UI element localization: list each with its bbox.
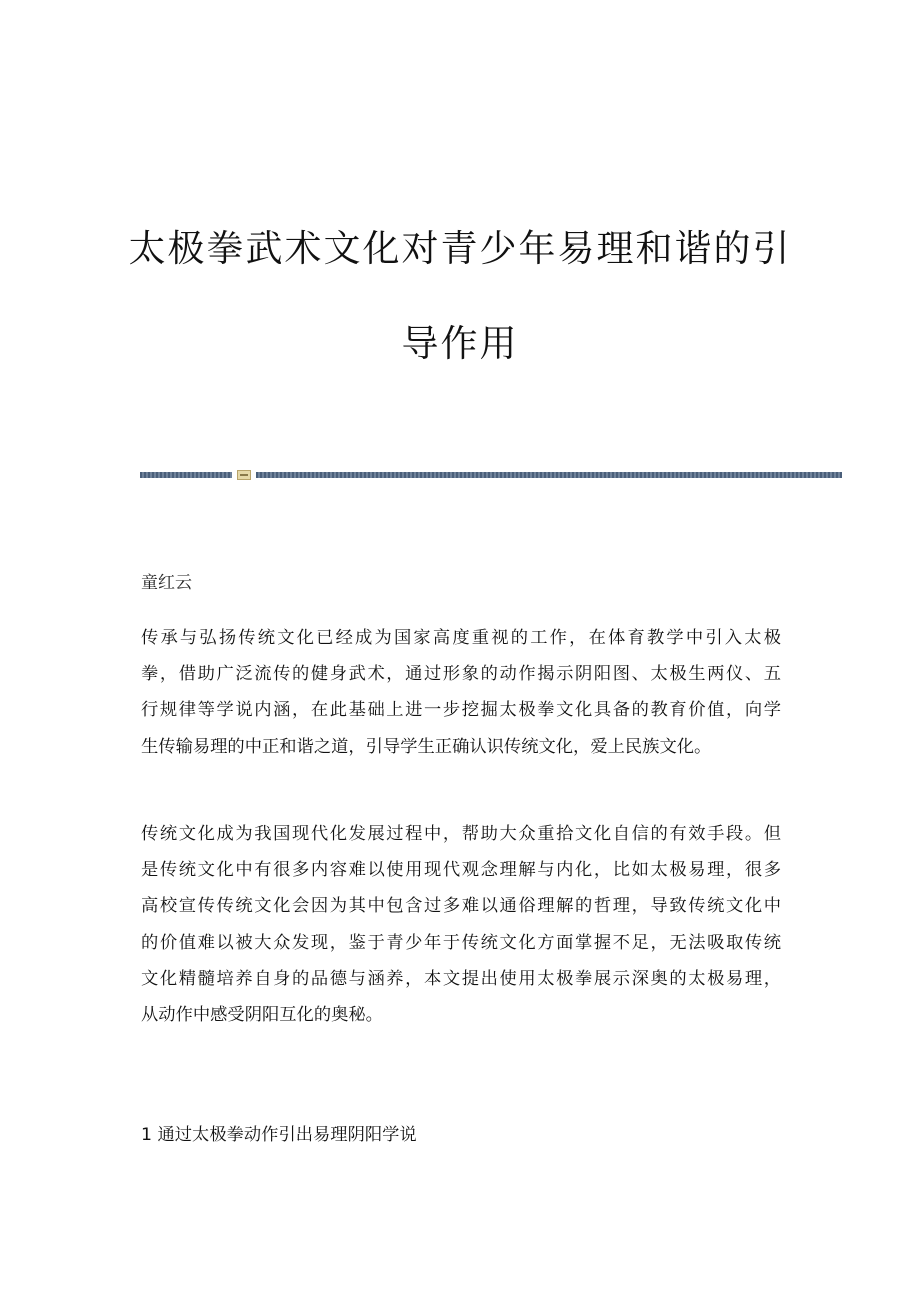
paragraph-line: 传承与弘扬传统文化已经成为国家高度重视的工作，在体育教学中引入太极 [141,628,781,648]
paragraph-line: 是传统文化中有很多内容难以使用现代观念理解与内化，比如太极易理，很多 [141,860,781,881]
paragraph-line: 的价值难以被大众发现，鉴于青少年于传统文化方面掌握不足，无法吸取传统 [141,932,781,953]
paragraph-line: 拳，借助广泛流传的健身武术，通过形象的动作揭示阴阳图、太极生两仪、五 [141,664,781,685]
paragraph-line: 传统文化成为我国现代化发展过程中，帮助大众重拾文化自信的有效手段。但 [141,824,781,844]
divider-bar-left [140,472,232,478]
document-title-line-1: 太极拳武术文化对青少年易理和谐的引 [128,227,792,270]
paragraph-line: 高校宣传传统文化会因为其中包含过多难以通俗理解的哲理，导致传统文化中 [141,896,781,917]
paragraph-line: 文化精髓培养自身的品德与涵养，本文提出使用太极拳展示深奥的太极易理， [141,968,781,989]
document-title-line-2: 导作用 [401,322,519,365]
divider-ornament-icon [237,470,251,480]
section-heading: 1 通过太极拳动作引出易理阴阳学说 [141,1125,417,1145]
paragraph-line: 行规律等学说内涵，在此基础上进一步挖掘太极拳文化具备的教育价值，向学 [141,700,781,721]
author-name: 童红云 [141,573,192,593]
paragraph-2 [141,816,781,1033]
paragraph-line: 生传输易理的中正和谐之道，引导学生正确认识传统文化，爱上民族文化。 [141,736,712,757]
title-divider [140,470,842,479]
divider-bar-right [256,472,842,478]
paragraph-line: 从动作中感受阴阳互化的奥秘。 [141,1005,383,1026]
paragraph-1 [141,620,781,765]
